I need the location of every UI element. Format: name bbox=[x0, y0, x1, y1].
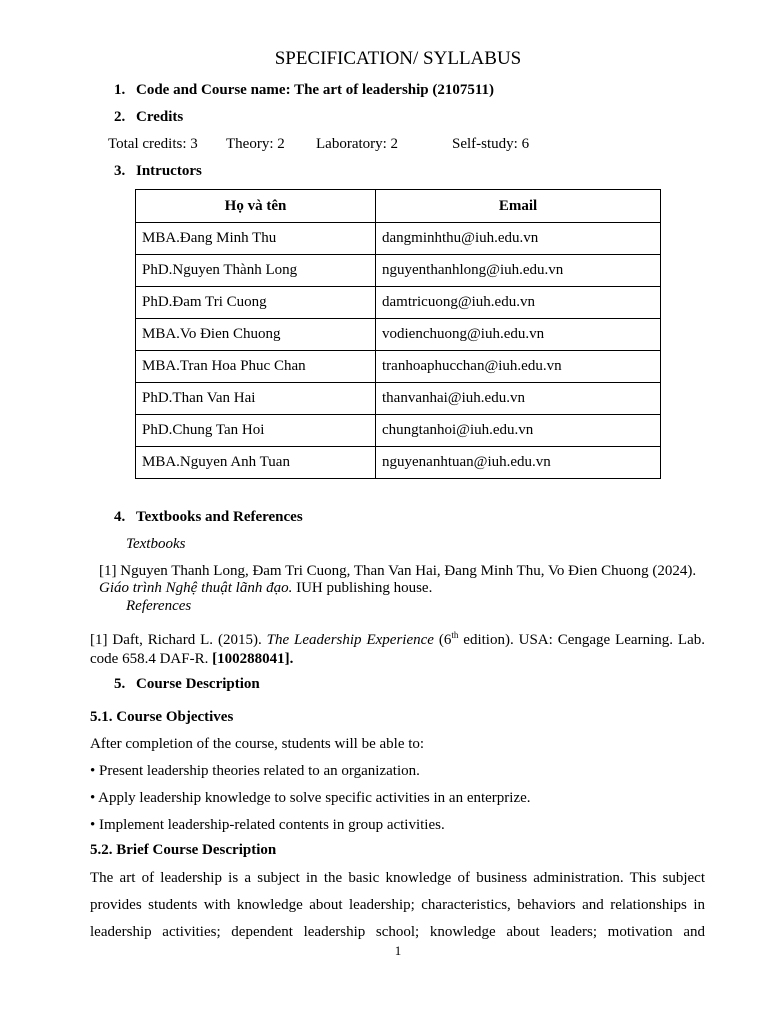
section-label: Code and Course name: The art of leadership (2107511) bbox=[136, 82, 495, 98]
instructor-email: tranhoaphucchan@iuh.edu.vn bbox=[376, 351, 661, 383]
instructor-name: PhD.Chung Tan Hoi bbox=[136, 415, 376, 447]
instructor-email: dangminhthu@iuh.edu.vn bbox=[376, 223, 661, 255]
references-heading: References bbox=[126, 598, 192, 614]
section-4-heading bbox=[114, 509, 303, 526]
reference-book-title: The Leadership Experience bbox=[266, 632, 434, 648]
reference-lab-code: code 658.4 DAF-R. bbox=[90, 651, 213, 667]
reference-edition-sup: th bbox=[451, 630, 459, 640]
textbooks-heading: Textbooks bbox=[126, 536, 186, 552]
instructor-name: MBA.Tran Hoa Phuc Chan bbox=[136, 351, 376, 383]
reference-edition-rest: edition). USA: Cengage Learning. Lab. bbox=[458, 632, 705, 648]
instructor-email: damtricuong@iuh.edu.vn bbox=[376, 287, 661, 319]
instructor-email: nguyenthanhlong@iuh.edu.vn bbox=[376, 255, 661, 287]
section-number: 5. bbox=[114, 676, 126, 692]
instructor-email: thanvanhai@iuh.edu.vn bbox=[376, 383, 661, 415]
section-number: 4. bbox=[114, 509, 126, 525]
credits-laboratory: Laboratory: 2 bbox=[316, 136, 399, 152]
instructor-name: PhD.Nguyen Thành Long bbox=[136, 255, 376, 287]
table-row bbox=[136, 383, 661, 415]
table-row bbox=[136, 287, 661, 319]
credits-self-study: Self-study: 6 bbox=[452, 136, 530, 152]
objective-bullet: • Present leadership theories related to an organization. bbox=[90, 763, 420, 779]
table-header-row bbox=[136, 190, 661, 223]
brief-description-text: The art of leadership is a subject in the basic knowledge of business administration. This subject provides students with knowledge about leadership; characteristics, behaviors and relationships in leadership activities; dependent leadership school; knowledge about leaders; motivation and bbox=[90, 870, 705, 940]
section-number: 2. bbox=[114, 109, 126, 125]
instructor-name: MBA.Đang Minh Thu bbox=[136, 223, 376, 255]
section-label: Credits bbox=[136, 109, 184, 125]
reference-id: [100288041]. bbox=[212, 651, 294, 667]
textbook-publisher: IUH publishing house. bbox=[292, 580, 433, 596]
instructor-name: PhD.Đam Tri Cuong bbox=[136, 287, 376, 319]
section-1-heading bbox=[114, 82, 494, 99]
section-number: 3. bbox=[114, 163, 126, 179]
page-title: SPECIFICATION/ SYLLABUS bbox=[274, 48, 522, 69]
textbook-citation-line2 bbox=[99, 580, 432, 597]
textbook-title: Giáo trình Nghệ thuật lãnh đạo. bbox=[99, 580, 293, 596]
section-2-heading bbox=[114, 109, 183, 126]
credits-total: Total credits: 3 bbox=[108, 136, 198, 152]
section-number: 1. bbox=[114, 82, 126, 98]
reference-citation-line2 bbox=[90, 651, 293, 668]
instructor-email: vodienchuong@iuh.edu.vn bbox=[376, 319, 661, 351]
textbook-citation-line1: [1] Nguyen Thanh Long, Đam Tri Cuong, Than Van Hai, Đang Minh Thu, Vo Đien Chuong (2024). bbox=[99, 563, 697, 579]
brief-description-heading: 5.2. Brief Course Description bbox=[90, 842, 277, 858]
table-row bbox=[136, 415, 661, 447]
instructor-name: MBA.Nguyen Anh Tuan bbox=[136, 447, 376, 479]
objectives-heading: 5.1. Course Objectives bbox=[90, 709, 234, 725]
instructor-name: PhD.Than Van Hai bbox=[136, 383, 376, 415]
instructors-table bbox=[135, 189, 661, 479]
section-5-heading bbox=[114, 676, 260, 693]
objectives-intro: After completion of the course, students will be able to: bbox=[90, 736, 425, 752]
objective-bullet: • Apply leadership knowledge to solve specific activities in an enterprize. bbox=[90, 790, 531, 806]
reference-edition-open: (6 bbox=[433, 632, 452, 648]
section-label: Course Description bbox=[136, 676, 260, 692]
reference-author: [1] Daft, Richard L. (2015). bbox=[90, 632, 267, 648]
column-header-name: Họ và tên bbox=[136, 190, 376, 223]
table-row bbox=[136, 319, 661, 351]
instructor-name: MBA.Vo Đien Chuong bbox=[136, 319, 376, 351]
column-header-email: Email bbox=[376, 190, 661, 223]
table-row bbox=[136, 255, 661, 287]
instructor-email: nguyenanhtuan@iuh.edu.vn bbox=[376, 447, 661, 479]
section-3-heading bbox=[114, 163, 202, 180]
table-row bbox=[136, 447, 661, 479]
credits-theory: Theory: 2 bbox=[226, 136, 285, 152]
section-label: Intructors bbox=[136, 163, 202, 179]
reference-citation-line1 bbox=[90, 632, 705, 649]
section-label: Textbooks and References bbox=[136, 509, 303, 525]
objective-bullet: • Implement leadership-related contents in group activities. bbox=[90, 817, 445, 833]
table-row bbox=[136, 223, 661, 255]
instructor-email: chungtanhoi@iuh.edu.vn bbox=[376, 415, 661, 447]
page-number: 1 bbox=[394, 943, 402, 958]
table-row bbox=[136, 351, 661, 383]
